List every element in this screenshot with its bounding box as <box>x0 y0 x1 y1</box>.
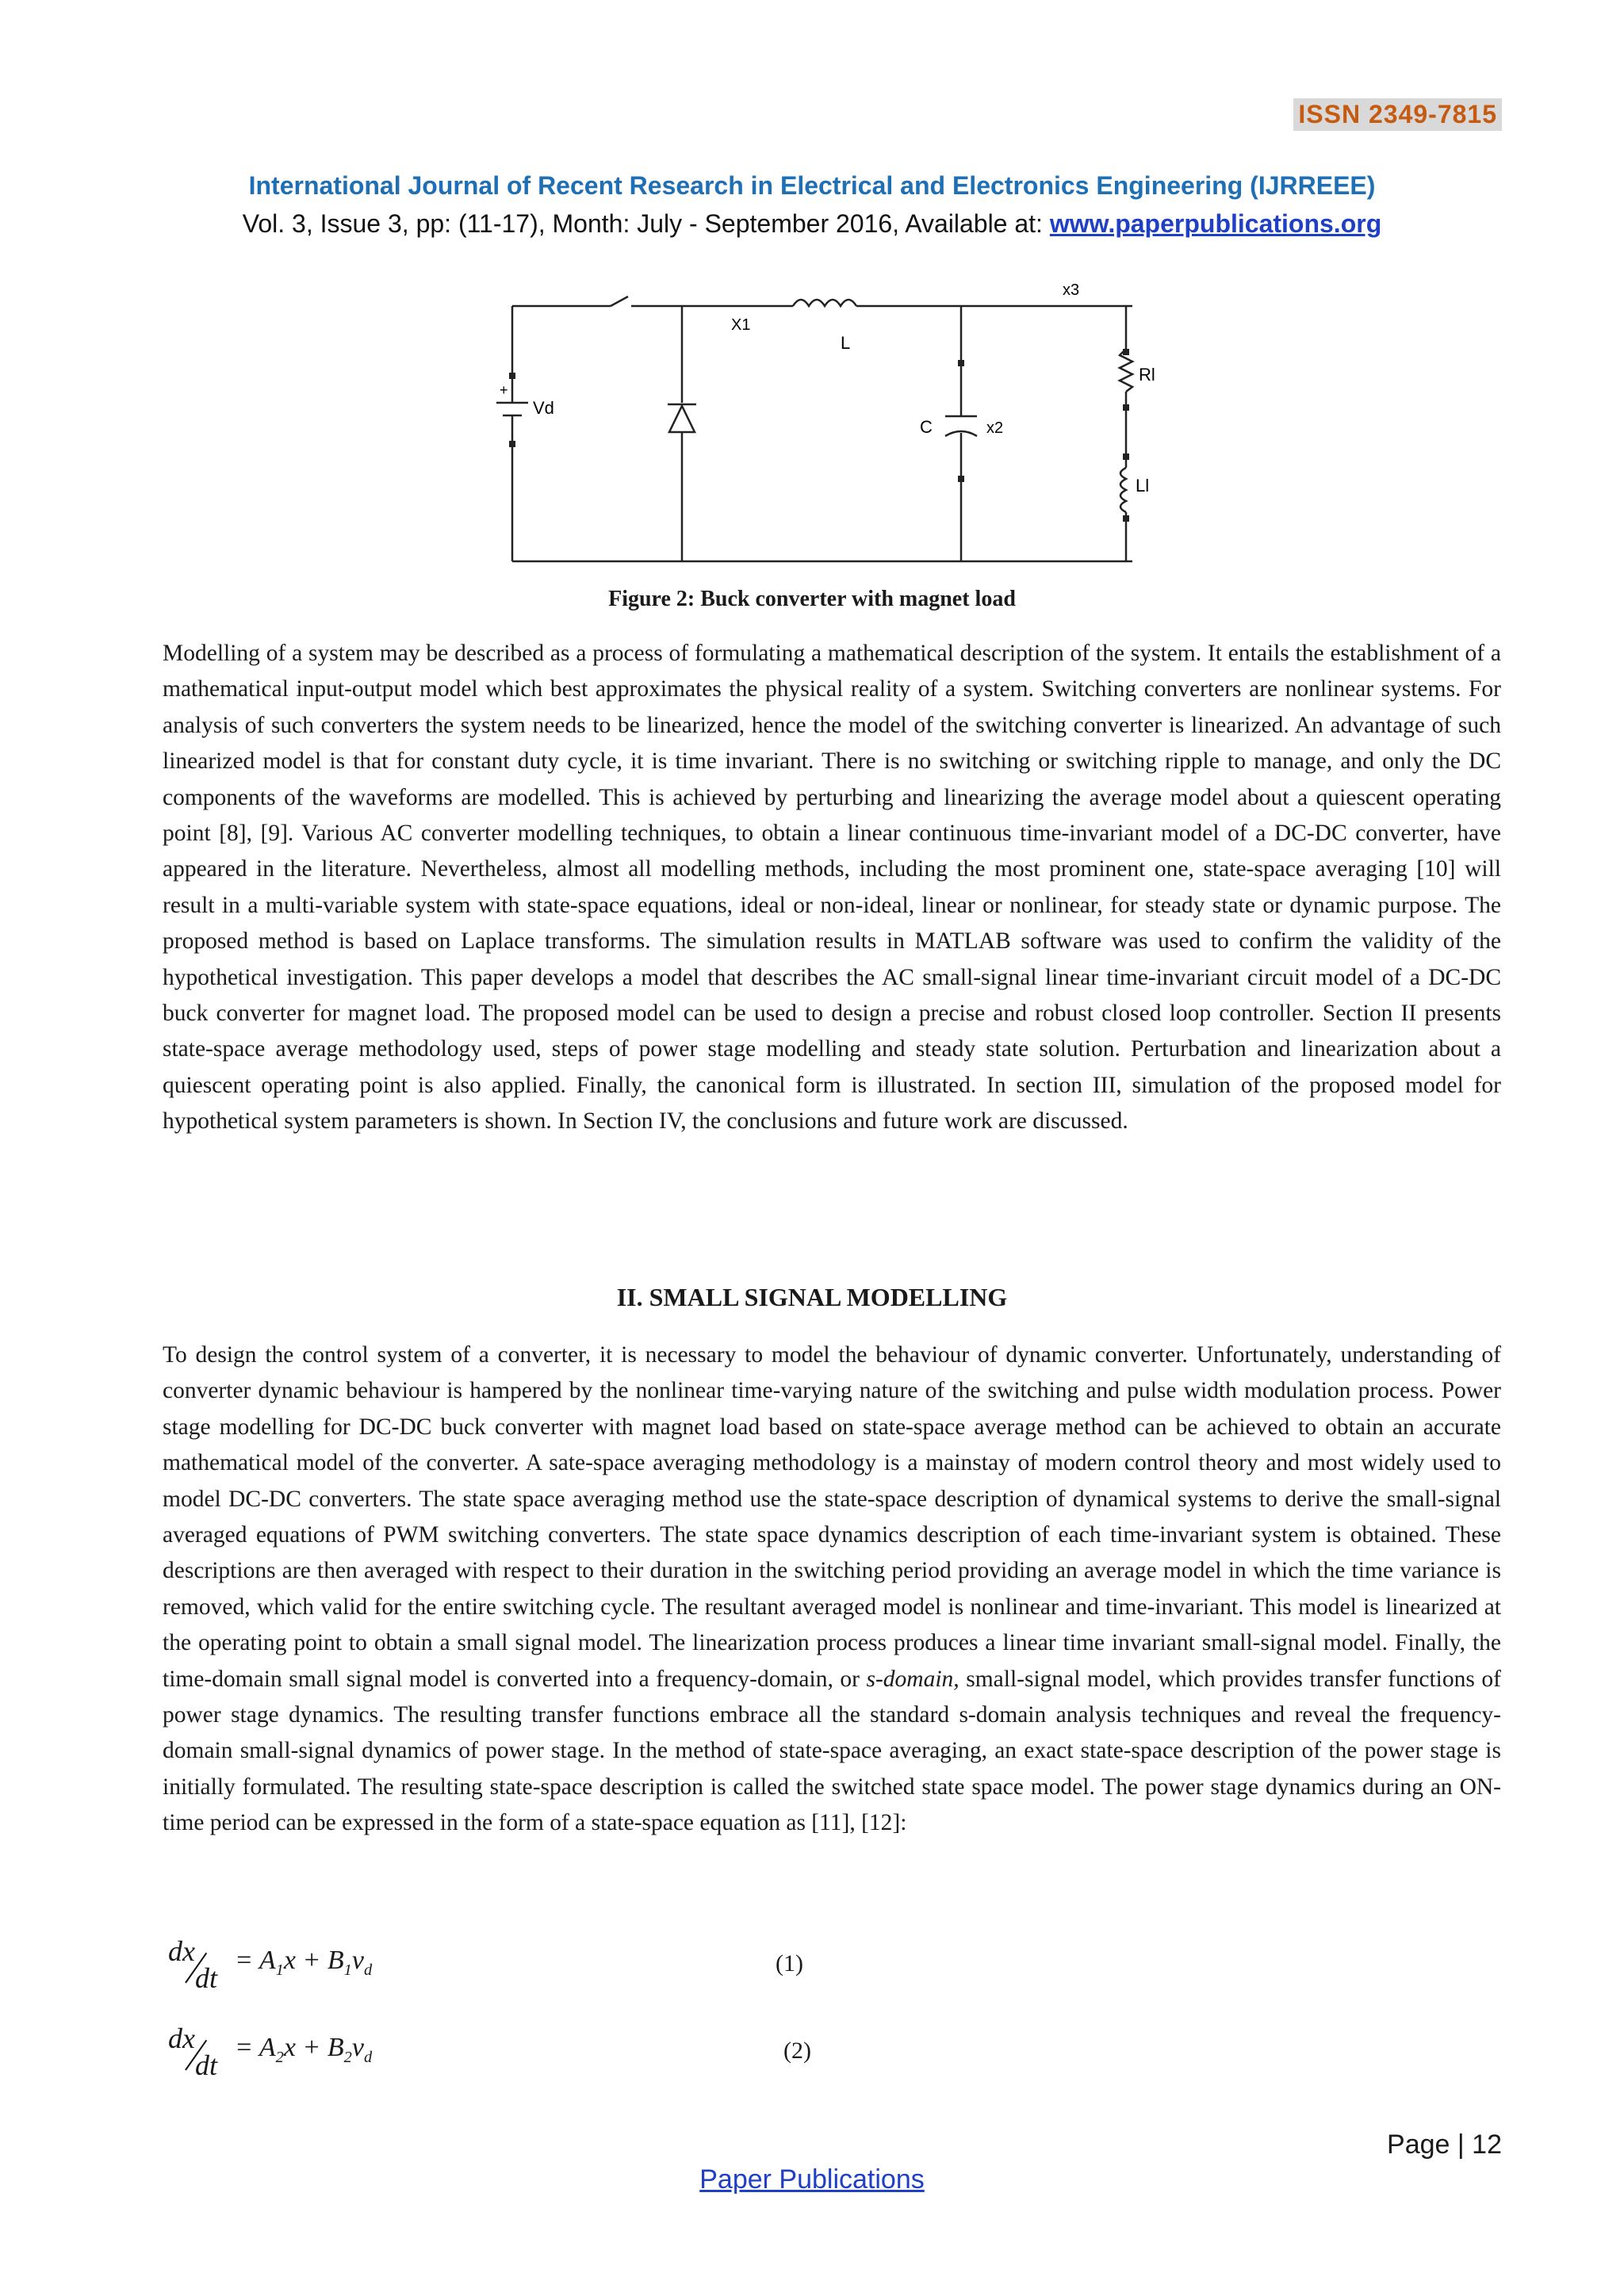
label-Ll: Ll <box>1136 476 1150 496</box>
label-Vd: Vd <box>533 398 554 418</box>
fraction-dx-dt <box>165 2022 228 2081</box>
section-paragraph-part2: small-signal model, which provides transfer functions of power stage dynamics. The resulting transfer functions embrace all the standard s-domain analysis techniques and reveal the frequency-domain small-signal dynamics of power stage. In the method of state-space averaging, an exact state-space description of the power stage is initially formulated. The resulting state-space description is called the switched state space model. The power stage dynamics during an ON-time period can be expressed in the form of a state-space equation as [11], [12]: <box>163 1666 1501 1836</box>
equation-rhs: = $A_1x + B_1v_d$ <box>235 1945 373 1979</box>
label-x3: x3 <box>1063 281 1080 299</box>
equation-1-label: (1) <box>776 1950 803 1976</box>
resistor-Rl <box>1120 349 1132 392</box>
publisher-link[interactable]: Paper Publications <box>699 2164 925 2195</box>
wire-switch <box>611 297 628 306</box>
equation-2 <box>165 2022 373 2081</box>
fraction-dx-dt <box>165 1934 228 1994</box>
label-X1: X1 <box>731 316 751 334</box>
label-Rl: Rl <box>1139 365 1155 385</box>
footer <box>0 2164 1624 2195</box>
section-paragraph-part1: To design the control system of a converter, it is necessary to model the behaviour of dynamic converter. Unfortunately, understanding of converter dynamic behaviour is hampered by the nonlinear time-varying nature of the switching and pulse width modulation process. Power stage modelling for DC-DC buck converter with magnet load based on state-space average method can be achieved to obtain an accurate mathematical model of the converter. A sate-space averaging methodology is a mainstay of modern control theory and most widely used to model DC-DC converters. The state space averaging method use the state-space description of dynamical systems to derive the small-signal averaged equations of PWM switching converters. The state space dynamics description of each time-invariant system is obtained. These descriptions are then averaged with respect to their duration in the switching period providing an average model in which the time variance is removed, which valid for the entire switching cycle. The resultant averaged model is nonlinear and time-invariant. This model is linearized at the operating point to obtain a small signal model. The linearization process produces a linear time invariant small-signal model. Finally, the time-domain small signal model is converted into a frequency-domain, or <box>163 1342 1501 1692</box>
page-number: Page | 12 <box>1387 2130 1502 2160</box>
diode-symbol <box>669 406 695 432</box>
inductor-Ll <box>1120 468 1126 512</box>
figure-caption: Figure 2: Buck converter with magnet load <box>608 587 1016 611</box>
fraction-numerator: dx <box>168 2022 195 2054</box>
equation-2-label: (2) <box>783 2038 811 2064</box>
label-plus: + <box>500 382 508 398</box>
buck-converter-circuit-diagram <box>492 281 1155 571</box>
inductor-L <box>793 300 856 306</box>
intro-paragraph: Modelling of a system may be described as a process of formulating a mathematical description of the system. It entails the establishment of a mathematical input-output model which best approximates the physical reality of a system. Switching converters are nonlinear systems. For analysis of such converters the system needs to be linearized, hence the model of the switching converter is linearized. An advantage of such linearized model is that for constant duty cycle, it is time invariant. There is no switching or switching ripple to manage, and only the DC components of the waveforms are modelled. This is achieved by perturbing and linearizing the average model about a quiescent operating point [8], [9]. Various AC converter modelling techniques, to obtain a linear continuous time-invariant model of a DC-DC converter, have appeared in the literature. Nevertheless, almost all modelling methods, including the most prominent one, state-space averaging [10] will result in a multi-variable system with state-space equations, ideal or non-ideal, linear or nonlinear, for steady state or dynamic purpose. The proposed method is based on Laplace transforms. The simulation results in MATLAB software was used to confirm the validity of the hypothetical investigation. This paper develops a model that describes the AC small-signal linear time-invariant circuit model of a DC-DC buck converter for magnet load. The proposed model can be used to design a precise and robust closed loop controller. Section II presents state-space average methodology used, steps of power stage modelling and steady state solution. Perturbation and linearization about a quiescent operating point is also applied. Finally, the canonical form is illustrated. In section III, simulation of the proposed model for hypothetical system parameters is shown. In Section IV, the conclusions and future work are discussed. <box>163 641 1501 1135</box>
fraction-denominator: dt <box>195 2049 218 2081</box>
journal-title: International Journal of Recent Research in Electrical and Electronics Engineering (IJRREEE) <box>248 171 1376 200</box>
label-x2: x2 <box>986 419 1004 437</box>
volume-line <box>0 209 1624 239</box>
s-domain-italic: s-domain, <box>866 1666 959 1692</box>
fraction-numerator: dx <box>168 1935 195 1967</box>
label-C: C <box>920 417 933 437</box>
issn-badge: ISSN 2349-7815 <box>1293 98 1502 131</box>
fraction-denominator: dt <box>195 1962 218 1994</box>
volume-text: Vol. 3, Issue 3, pp: (11-17), Month: July - September 2016, Available at: <box>242 209 1050 238</box>
equation-1 <box>165 1934 373 1994</box>
section-heading: II. SMALL SIGNAL MODELLING <box>616 1283 1008 1311</box>
journal-url-link[interactable]: www.paperpublications.org <box>1049 209 1382 238</box>
equation-rhs: = $A_2x + B_2v_d$ <box>235 2032 373 2066</box>
label-L: L <box>841 333 851 353</box>
section-paragraph <box>163 1337 1501 1842</box>
